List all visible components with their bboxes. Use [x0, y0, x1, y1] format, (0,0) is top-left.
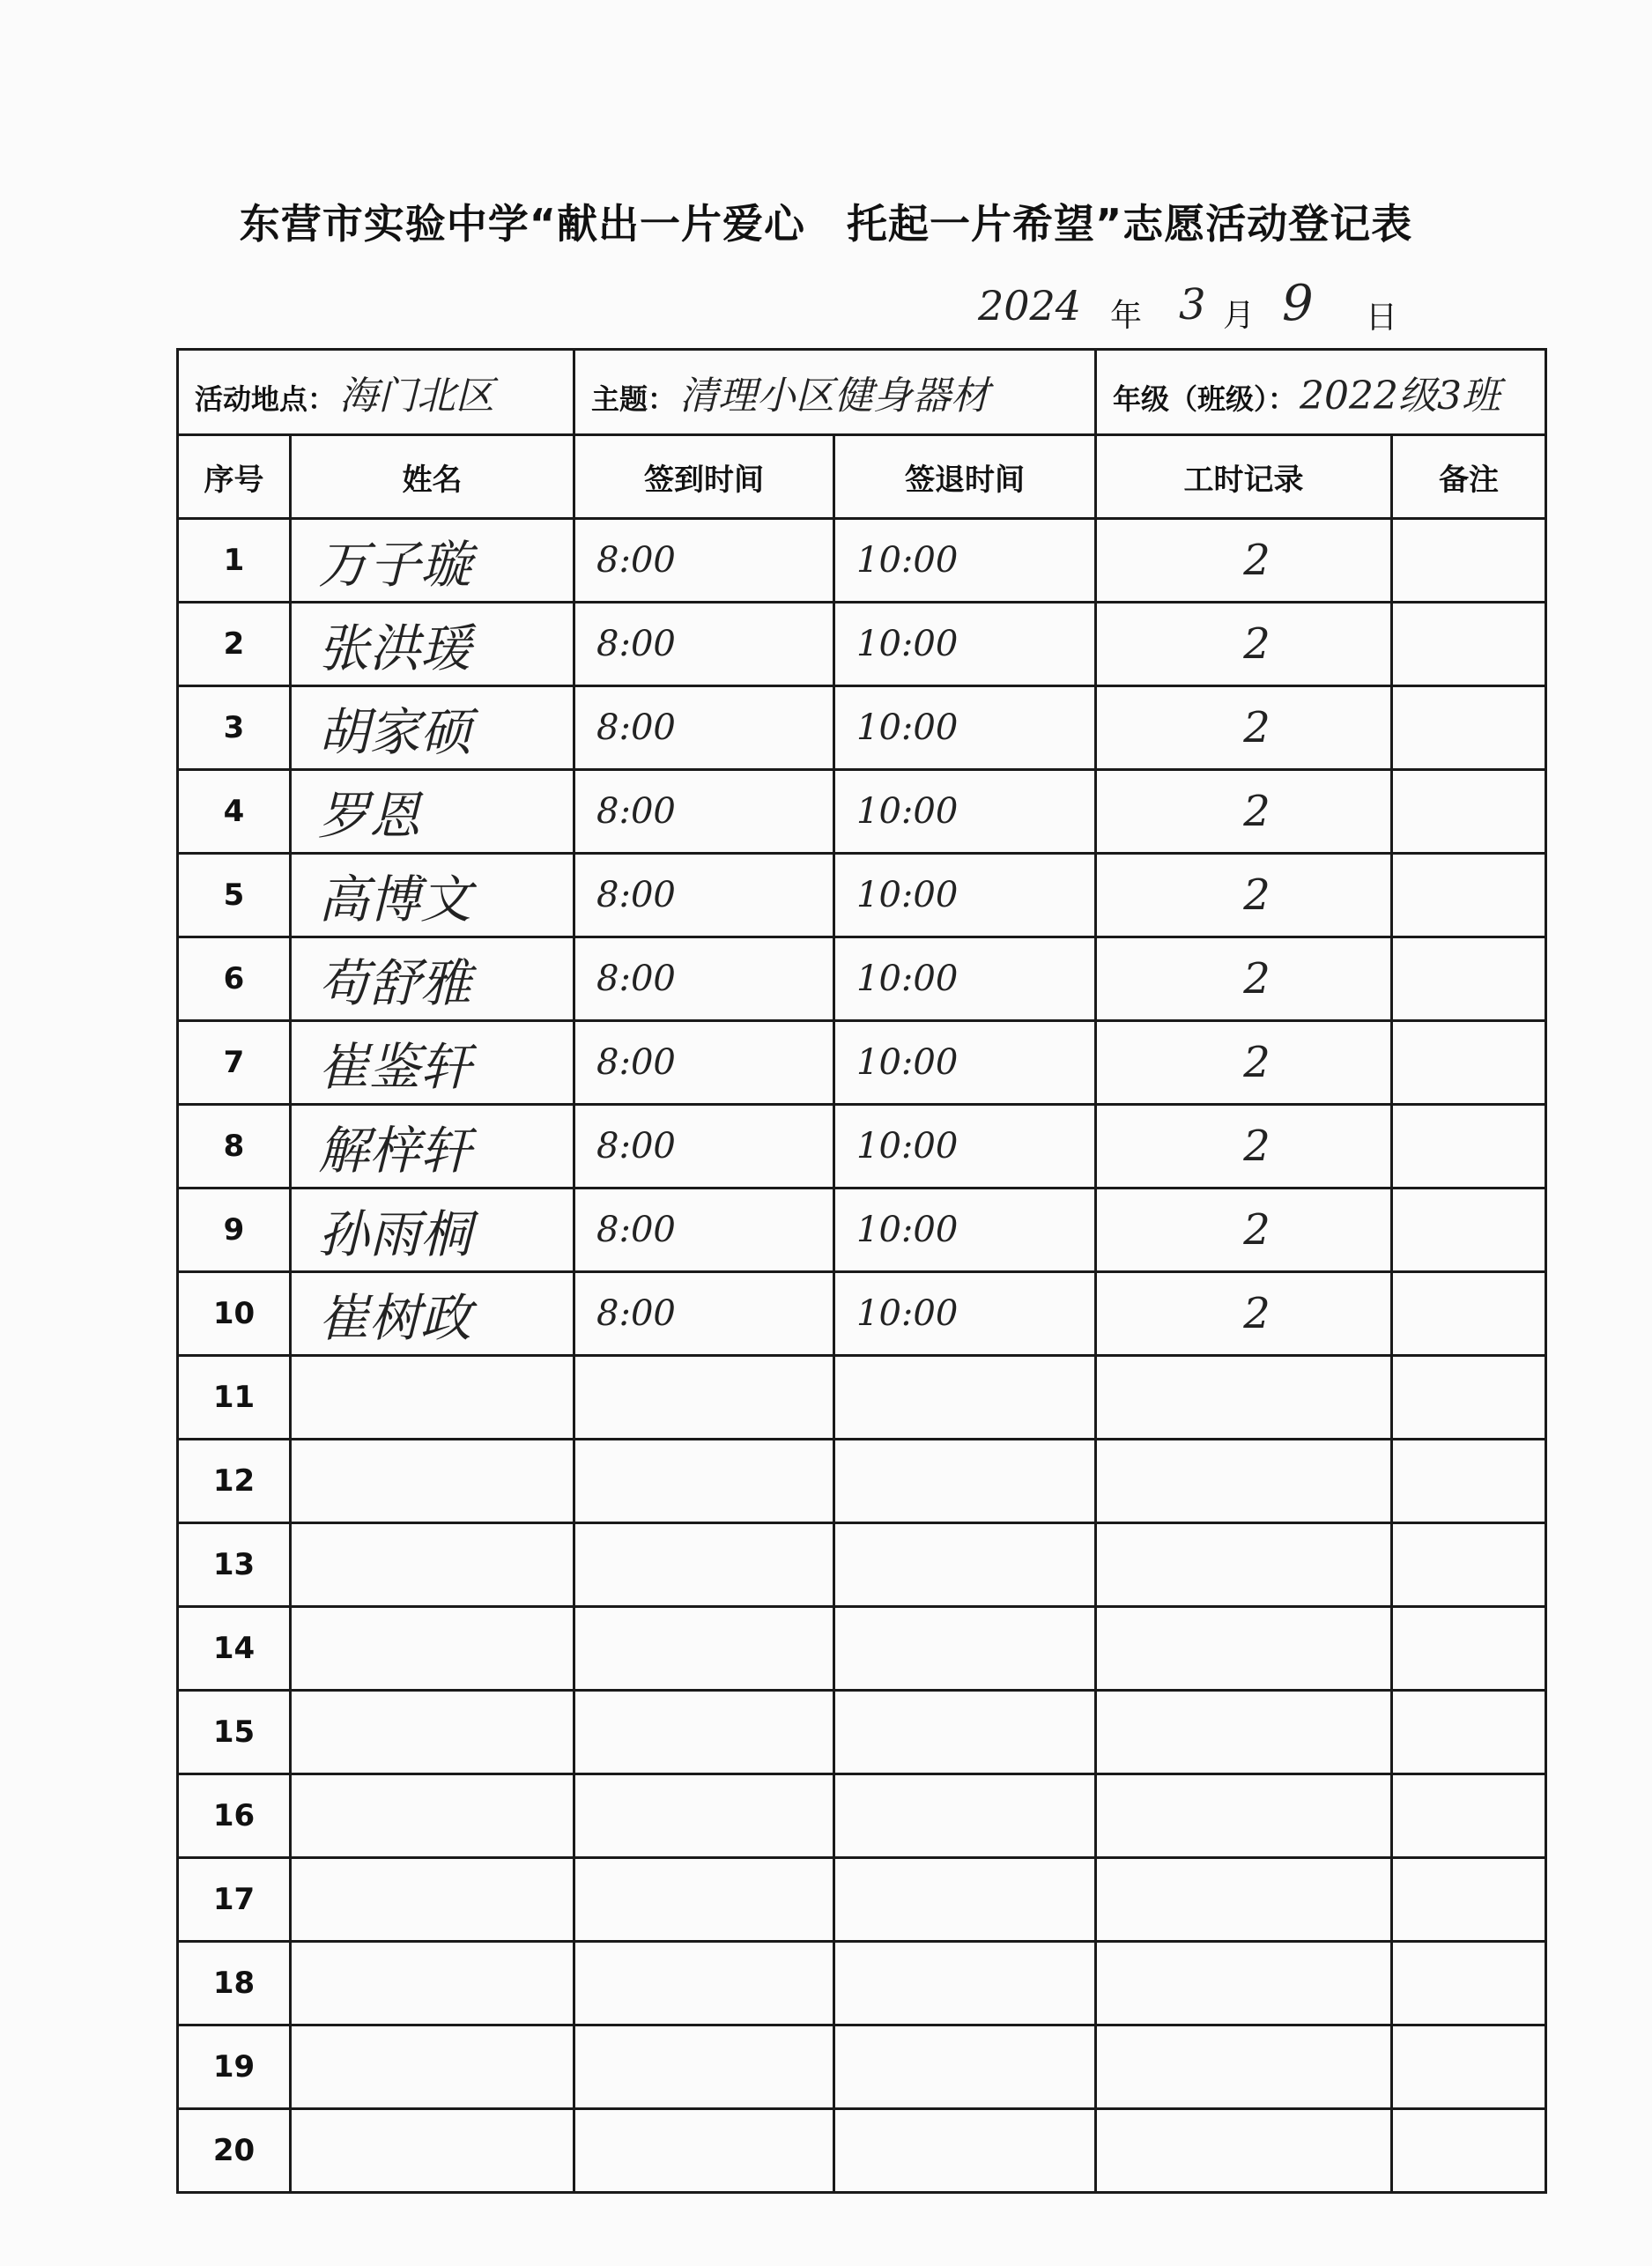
- grade-value: 2022级3班: [1300, 374, 1501, 418]
- row-name-cell: [291, 1105, 574, 1189]
- row-seq: 18: [178, 1942, 291, 2025]
- row-seq: 13: [178, 1523, 291, 1607]
- col-header-checkin: 签到时间: [574, 435, 834, 519]
- row-hours-cell: [1096, 1105, 1392, 1189]
- row-name-cell: [291, 1607, 574, 1691]
- row-note: [1392, 603, 1546, 686]
- row-checkout-cell: [834, 1774, 1096, 1858]
- row-name: 胡家硕: [318, 702, 472, 762]
- row-checkin-cell: [574, 1105, 834, 1189]
- row-checkout-cell: [834, 1189, 1096, 1272]
- row-name-cell: [291, 1942, 574, 2025]
- row-name: 崔鉴轩: [318, 1037, 472, 1097]
- row-name-cell: [291, 770, 574, 854]
- row-seq: 7: [178, 1021, 291, 1105]
- row-hours-cell: [1096, 1272, 1392, 1356]
- row-note: [1392, 1189, 1546, 1272]
- row-hours-cell: [1096, 686, 1392, 770]
- table-row: [178, 1356, 1546, 1440]
- row-checkin-cell: [574, 854, 834, 937]
- row-checkin: 8:00: [596, 1126, 676, 1166]
- row-checkin: 8:00: [596, 959, 676, 999]
- row-hours-cell: [1096, 2025, 1392, 2109]
- grade-label: 年级（班级）：: [1113, 382, 1297, 416]
- row-seq: 17: [178, 1858, 291, 1942]
- row-note: [1392, 1272, 1546, 1356]
- row-hours-cell: [1096, 1607, 1392, 1691]
- row-checkin-cell: [574, 937, 834, 1021]
- row-checkin: 8:00: [596, 1293, 676, 1334]
- row-note: [1392, 1691, 1546, 1774]
- row-checkin-cell: [574, 1356, 834, 1440]
- col-header-hours: 工时记录: [1096, 435, 1392, 519]
- row-checkin-cell: [574, 770, 834, 854]
- row-checkout-cell: [834, 1356, 1096, 1440]
- row-name: 张洪瑗: [318, 618, 472, 678]
- row-checkin: 8:00: [596, 1210, 676, 1250]
- registration-table: [176, 348, 1547, 2194]
- row-checkout: 10:00: [856, 1293, 959, 1334]
- theme-label: 主题：: [591, 382, 677, 416]
- row-hours-cell: [1096, 1774, 1392, 1858]
- row-seq: 1: [178, 519, 291, 603]
- row-name-cell: [291, 1356, 574, 1440]
- row-note: [1392, 1774, 1546, 1858]
- info-row: [178, 350, 1546, 435]
- row-checkout-cell: [834, 1105, 1096, 1189]
- row-checkout-cell: [834, 1607, 1096, 1691]
- row-name: 万子璇: [318, 535, 472, 595]
- theme-cell: [574, 350, 1096, 435]
- form-title: 东营市实验中学“献出一片爱心 托起一片希望”志愿活动登记表: [239, 200, 1413, 248]
- row-checkin-cell: [574, 1440, 834, 1523]
- row-seq: 3: [178, 686, 291, 770]
- row-checkout-cell: [834, 1272, 1096, 1356]
- row-hours: 2: [1243, 787, 1270, 836]
- row-seq: 20: [178, 2109, 291, 2193]
- row-name-cell: [291, 1858, 574, 1942]
- row-name-cell: [291, 1272, 574, 1356]
- table-row: [178, 854, 1546, 937]
- row-seq: 2: [178, 603, 291, 686]
- row-checkout-cell: [834, 854, 1096, 937]
- table-row: [178, 1607, 1546, 1691]
- row-checkout-cell: [834, 770, 1096, 854]
- row-hours-cell: [1096, 1440, 1392, 1523]
- row-hours-cell: [1096, 854, 1392, 937]
- table-row: [178, 1691, 1546, 1774]
- row-name: 苟舒雅: [318, 953, 472, 1013]
- row-hours-cell: [1096, 1356, 1392, 1440]
- row-checkout-cell: [834, 1021, 1096, 1105]
- row-hours-cell: [1096, 937, 1392, 1021]
- table-row: [178, 1021, 1546, 1105]
- row-name: 罗恩: [318, 786, 421, 846]
- row-seq: 14: [178, 1607, 291, 1691]
- row-hours-cell: [1096, 603, 1392, 686]
- row-checkin-cell: [574, 1607, 834, 1691]
- row-name-cell: [291, 854, 574, 937]
- row-seq: 9: [178, 1189, 291, 1272]
- table-row: [178, 1272, 1546, 1356]
- row-checkin: 8:00: [596, 791, 676, 832]
- row-name: 解梓轩: [318, 1121, 472, 1181]
- row-checkout-cell: [834, 2025, 1096, 2109]
- row-hours: 2: [1243, 870, 1270, 920]
- row-hours-cell: [1096, 1523, 1392, 1607]
- row-name-cell: [291, 1691, 574, 1774]
- row-checkin-cell: [574, 519, 834, 603]
- row-hours-cell: [1096, 519, 1392, 603]
- date-month-label: 月: [1223, 298, 1256, 334]
- table-row: [178, 686, 1546, 770]
- row-name-cell: [291, 519, 574, 603]
- row-note: [1392, 854, 1546, 937]
- row-checkin-cell: [574, 1942, 834, 2025]
- date-year-label: 年: [1110, 298, 1143, 334]
- row-hours-cell: [1096, 1021, 1392, 1105]
- row-hours-cell: [1096, 1691, 1392, 1774]
- row-checkout: 10:00: [856, 791, 959, 832]
- row-checkin-cell: [574, 686, 834, 770]
- row-seq: 8: [178, 1105, 291, 1189]
- row-checkin: 8:00: [596, 540, 676, 581]
- row-note: [1392, 1942, 1546, 2025]
- row-checkout-cell: [834, 1523, 1096, 1607]
- row-name-cell: [291, 1189, 574, 1272]
- row-checkin: 8:00: [596, 624, 676, 664]
- row-checkin: 8:00: [596, 707, 676, 748]
- row-hours: 2: [1243, 954, 1270, 1003]
- row-seq: 15: [178, 1691, 291, 1774]
- table-row: [178, 770, 1546, 854]
- header-row: [178, 435, 1546, 519]
- table-row: [178, 1440, 1546, 1523]
- row-hours-cell: [1096, 1942, 1392, 2025]
- row-checkin-cell: [574, 1858, 834, 1942]
- row-checkin: 8:00: [596, 875, 676, 915]
- table-row: [178, 937, 1546, 1021]
- row-name-cell: [291, 1774, 574, 1858]
- col-header-name: 姓名: [291, 435, 574, 519]
- table-row: [178, 2109, 1546, 2193]
- table-row: [178, 519, 1546, 603]
- row-checkout-cell: [834, 603, 1096, 686]
- row-name-cell: [291, 603, 574, 686]
- row-note: [1392, 1523, 1546, 1607]
- row-checkout: 10:00: [856, 540, 959, 581]
- row-hours: 2: [1243, 619, 1270, 669]
- row-hours-cell: [1096, 1858, 1392, 1942]
- row-hours: 2: [1243, 1122, 1270, 1171]
- row-checkin-cell: [574, 2109, 834, 2193]
- theme-value: 清理小区健身器材: [679, 374, 990, 418]
- date-line: [978, 275, 1436, 342]
- row-checkin-cell: [574, 2025, 834, 2109]
- table-row: [178, 1858, 1546, 1942]
- row-seq: 10: [178, 1272, 291, 1356]
- row-name: 高博文: [318, 870, 472, 929]
- row-checkin-cell: [574, 1021, 834, 1105]
- row-name: 崔树政: [318, 1288, 472, 1348]
- row-note: [1392, 1607, 1546, 1691]
- row-checkout: 10:00: [856, 1042, 959, 1083]
- row-name-cell: [291, 1021, 574, 1105]
- row-name-cell: [291, 1440, 574, 1523]
- row-note: [1392, 1858, 1546, 1942]
- row-name-cell: [291, 2025, 574, 2109]
- location-value: 海门北区: [339, 374, 495, 418]
- row-hours: 2: [1243, 536, 1270, 585]
- row-checkout: 10:00: [856, 1126, 959, 1166]
- table-row: [178, 1523, 1546, 1607]
- row-name-cell: [291, 2109, 574, 2193]
- row-note: [1392, 937, 1546, 1021]
- row-note: [1392, 770, 1546, 854]
- row-hours: 2: [1243, 703, 1270, 752]
- row-checkin-cell: [574, 1691, 834, 1774]
- row-checkout-cell: [834, 519, 1096, 603]
- row-name-cell: [291, 1523, 574, 1607]
- row-checkout: 10:00: [856, 707, 959, 748]
- row-name: 孙雨桐: [318, 1204, 472, 1264]
- row-note: [1392, 519, 1546, 603]
- table-row: [178, 1105, 1546, 1189]
- row-checkin: 8:00: [596, 1042, 676, 1083]
- row-checkout-cell: [834, 686, 1096, 770]
- row-hours-cell: [1096, 770, 1392, 854]
- table-row: [178, 1189, 1546, 1272]
- row-note: [1392, 1440, 1546, 1523]
- grade-cell: [1096, 350, 1546, 435]
- row-note: [1392, 1021, 1546, 1105]
- row-checkout-cell: [834, 1691, 1096, 1774]
- row-seq: 5: [178, 854, 291, 937]
- row-checkout-cell: [834, 2109, 1096, 2193]
- row-hours: 2: [1243, 1289, 1270, 1338]
- row-seq: 4: [178, 770, 291, 854]
- row-note: [1392, 686, 1546, 770]
- row-seq: 6: [178, 937, 291, 1021]
- date-day: 9: [1282, 275, 1314, 332]
- row-hours-cell: [1096, 1189, 1392, 1272]
- row-checkout-cell: [834, 1858, 1096, 1942]
- row-seq: 12: [178, 1440, 291, 1523]
- table-row: [178, 2025, 1546, 2109]
- row-note: [1392, 1105, 1546, 1189]
- row-seq: 19: [178, 2025, 291, 2109]
- row-checkout-cell: [834, 937, 1096, 1021]
- date-year: 2024: [978, 282, 1082, 330]
- col-header-seq: 序号: [178, 435, 291, 519]
- table-row: [178, 603, 1546, 686]
- row-hours-cell: [1096, 2109, 1392, 2193]
- row-name-cell: [291, 937, 574, 1021]
- row-checkin-cell: [574, 1774, 834, 1858]
- col-header-note: 备注: [1392, 435, 1546, 519]
- location-label: 活动地点：: [195, 382, 337, 416]
- row-seq: 11: [178, 1356, 291, 1440]
- row-note: [1392, 2109, 1546, 2193]
- row-checkout: 10:00: [856, 624, 959, 664]
- row-checkout-cell: [834, 1440, 1096, 1523]
- row-checkout-cell: [834, 1942, 1096, 2025]
- row-seq: 16: [178, 1774, 291, 1858]
- row-hours: 2: [1243, 1205, 1270, 1255]
- location-cell: [178, 350, 574, 435]
- col-header-checkout: 签退时间: [834, 435, 1096, 519]
- row-name-cell: [291, 686, 574, 770]
- row-checkin-cell: [574, 1189, 834, 1272]
- date-day-label: 日: [1366, 300, 1398, 336]
- row-checkout: 10:00: [856, 959, 959, 999]
- row-checkin-cell: [574, 1523, 834, 1607]
- row-checkin-cell: [574, 603, 834, 686]
- row-checkin-cell: [574, 1272, 834, 1356]
- row-checkout: 10:00: [856, 1210, 959, 1250]
- row-note: [1392, 1356, 1546, 1440]
- table-row: [178, 1774, 1546, 1858]
- date-month: 3: [1179, 280, 1206, 330]
- row-hours: 2: [1243, 1038, 1270, 1087]
- table-row: [178, 1942, 1546, 2025]
- row-note: [1392, 2025, 1546, 2109]
- row-checkout: 10:00: [856, 875, 959, 915]
